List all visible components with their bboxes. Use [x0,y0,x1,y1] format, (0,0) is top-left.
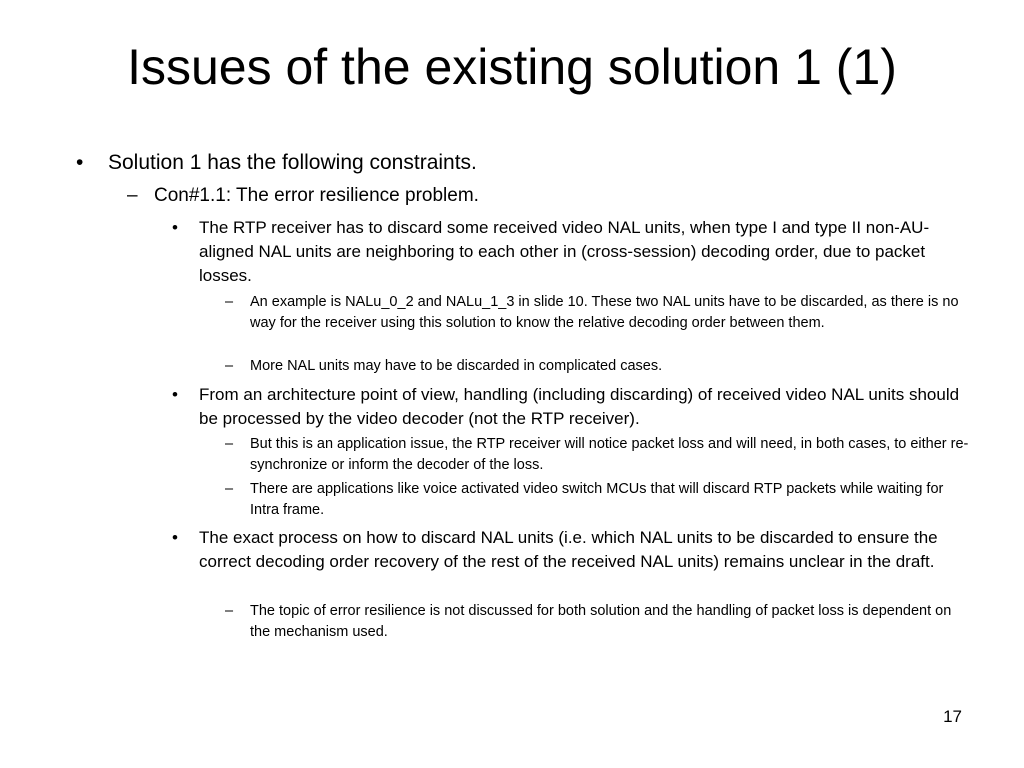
detail-nalu-example [225,292,970,333]
point-text: The RTP receiver has to discard some received video NAL units, when type I and type II non-AU-aligned NAL units are neighboring to each other in (cross-session) decoding order, due to packet losses. [199,218,930,285]
detail-text: There are applications like voice activated video switch MCUs that will discard RTP packets while waiting for Intra frame. [250,481,944,518]
dash-marker: – [225,603,234,619]
point-text: From an architecture point of view, handling (including discarding) of received video NAL units should be processed by the video decoder (not the RTP receiver). [199,385,960,428]
dash-marker: – [225,481,234,497]
detail-text: An example is NALu_0_2 and NALu_1_3 in slide 10. These two NAL units have to be discarded, as there is no way for the receiver using this solution to know the relative decoding order between them. [250,294,959,331]
detail-more-nal-units [225,356,970,377]
point-architecture-view [172,383,974,431]
detail-error-resilience-topic [225,601,970,642]
point-text: The exact process on how to discard NAL units (i.e. which NAL units to be discarded to ensure the correct decoding order recovery of the rest of the received NAL units) remains unclear in the draft. [199,528,938,571]
bullet-solution-constraints [76,151,988,175]
bullet-marker: • [172,218,178,237]
detail-text: But this is an application issue, the RTP receiver will notice packet loss and will need, in both cases, to either re-synchronize or inform the decoder of the loss. [250,436,969,473]
subbullet-error-resilience [127,185,984,207]
page-number: 17 [943,707,962,726]
detail-voice-activated-mcu [225,479,970,520]
bullet-marker: • [172,385,178,404]
dash-marker: – [225,436,234,452]
subbullet-text: Con#1.1: The error resilience problem. [154,185,479,206]
bullet-marker: • [76,151,84,174]
detail-text: More NAL units may have to be discarded in complicated cases. [250,358,663,374]
bullet-marker: • [172,528,178,547]
dash-marker: – [225,358,234,374]
dash-marker: – [127,185,138,206]
dash-marker: – [225,294,234,310]
detail-text: The topic of error resilience is not discussed for both solution and the handling of packet loss is dependent on the mechanism used. [250,603,952,640]
slide-title: Issues of the existing solution 1 (1) [127,39,897,95]
bullet-text: Solution 1 has the following constraints. [108,151,477,174]
point-rtp-receiver-discard [172,216,974,288]
detail-application-issue [225,434,970,475]
point-discard-process [172,526,974,574]
